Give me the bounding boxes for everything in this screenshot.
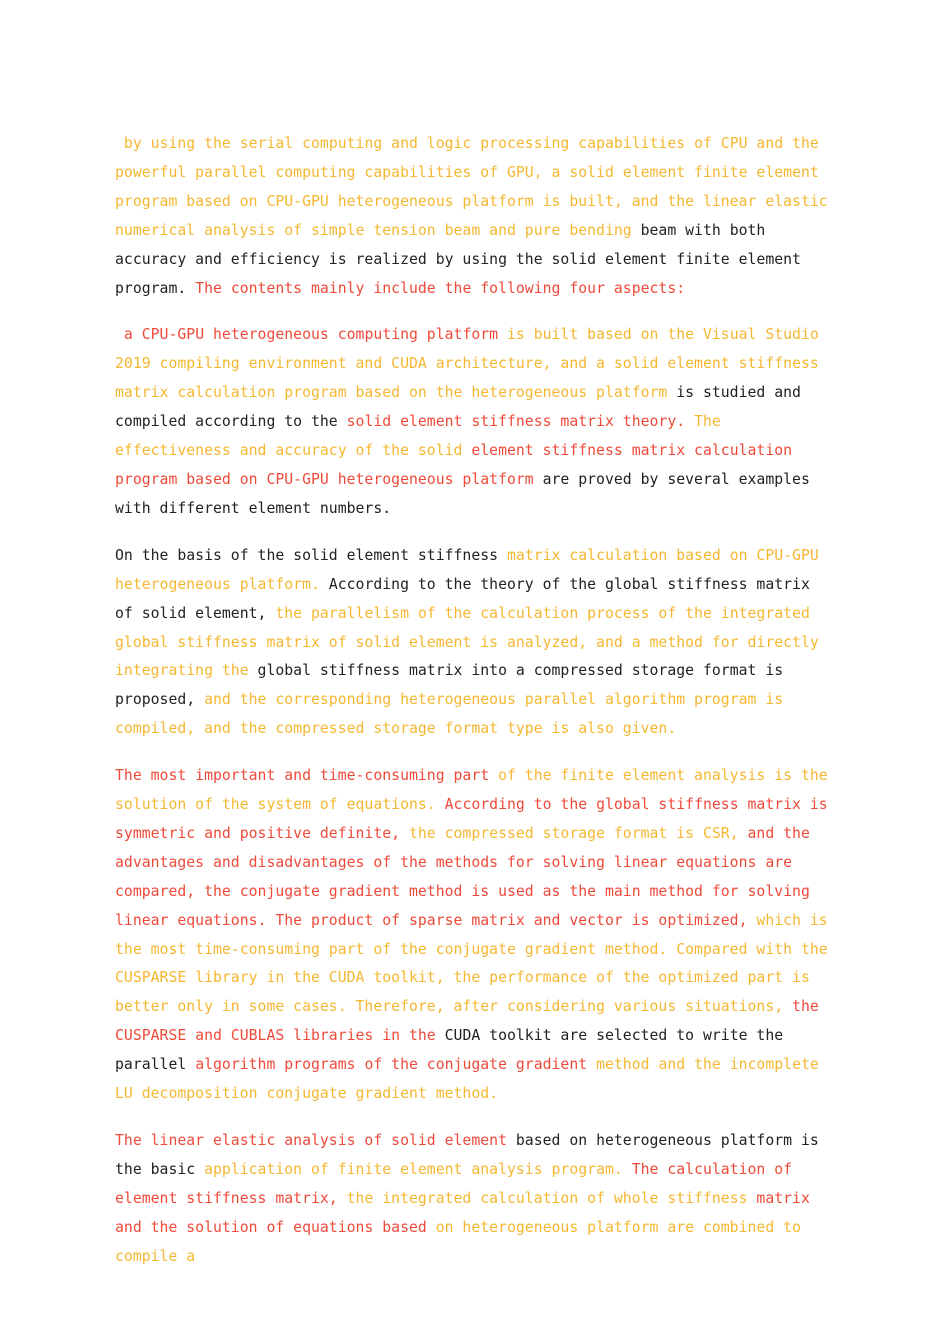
text-run: The effectiveness and accuracy of the solid [115,413,730,460]
text-run: algorithm programs of the conjugate gradient [195,1056,588,1074]
text-run: On the basis of the solid element stiffness [115,546,507,564]
text-run: the parallelism of the calculation process of the integrated global stiffness matrix of solid element is analyzed, and a method for directly integrating the [115,604,828,680]
text-run: on heterogeneous platform are combined to compile a [115,1218,810,1265]
text-run: global stiffness matrix into a compressed storage format is proposed, [115,662,793,709]
paragraph-aspect-1 [115,321,835,523]
text-run: According to the global stiffness matrix is symmetric and positive definite, [115,796,837,842]
text-run: the compressed storage format is CSR, [400,824,739,842]
text-run: matrix calculation based on CPU-GPU heterogeneous platform. [115,546,828,593]
text-run: application of finite element analysis program. [204,1160,623,1178]
text-run: According to the theory of the global stiffness matrix of solid element, [115,575,819,622]
text-run: and the corresponding heterogeneous parallel algorithm program is compiled, and the compressed storage format type is also given. [115,691,793,738]
text-run: matrix and the solution of equations based [115,1189,819,1236]
text-run: method and the incomplete LU decomposition conjugate gradient method. [115,1056,828,1103]
text-run: The calculation of element stiffness matrix, [115,1160,801,1207]
text-run: and the advantages and disadvantages of the methods for solving linear equations are compared, the conjugate gradient method is used as the main method for solving linear equations. The product of sparse matrix and vector is optimized, [115,824,819,929]
text-run: The linear elastic analysis of solid element [115,1132,507,1149]
text-run: is built based on the Visual Studio 2019 compiling environment and CUDA architecture, and a solid element stiffness matrix calculation program based on the heterogeneous platform [115,326,828,402]
text-run: The contents mainly include the following four aspects: [195,279,686,297]
text-run: the integrated calculation of whole stiffness [337,1189,757,1207]
document-page [115,130,835,1290]
text-run: is studied and compiled according to the [115,384,810,431]
paragraph-aspect-3 [115,762,835,1109]
text-run: which is the most time-consuming part of the conjugate gradient method. Compared with the CUSPARSE library in the CUDA toolkit, the performance of the optimized part is better only in some cases. Therefore, after considering various situations, [115,911,837,1016]
text-run: element stiffness matrix calculation program based on CPU-GPU heterogeneous platform [115,442,801,488]
text-run: The most important and time-consuming part [115,767,490,785]
text-run: based on heterogeneous platform is the basic [115,1132,828,1178]
text-run: by using the serial computing and logic processing capabilities of CPU and the powerful parallel computing capabilities of GPU, a solid element finite element program based on CPU-GPU heterogeneous platform is built, and the linear elastic numerical analysis of simple tension beam and pure bending [115,135,837,239]
text-run: of the finite element analysis is the solution of the system of equations. [115,767,837,814]
text-run: CUDA toolkit are selected to write the parallel [115,1027,793,1074]
paragraph-aspect-2 [115,542,835,744]
paragraph-intro [115,130,835,303]
text-run: beam with both accuracy and efficiency is realized by using the solid element finite element program. [115,221,810,297]
paragraph-aspect-4 [115,1127,835,1272]
text-run: solid element stiffness matrix theory. [346,413,686,431]
text-run: the CUSPARSE and CUBLAS libraries in the [115,998,828,1045]
text-run: a CPU-GPU heterogeneous computing platform [115,326,499,344]
text-run: are proved by several examples with different element numbers. [115,470,819,517]
